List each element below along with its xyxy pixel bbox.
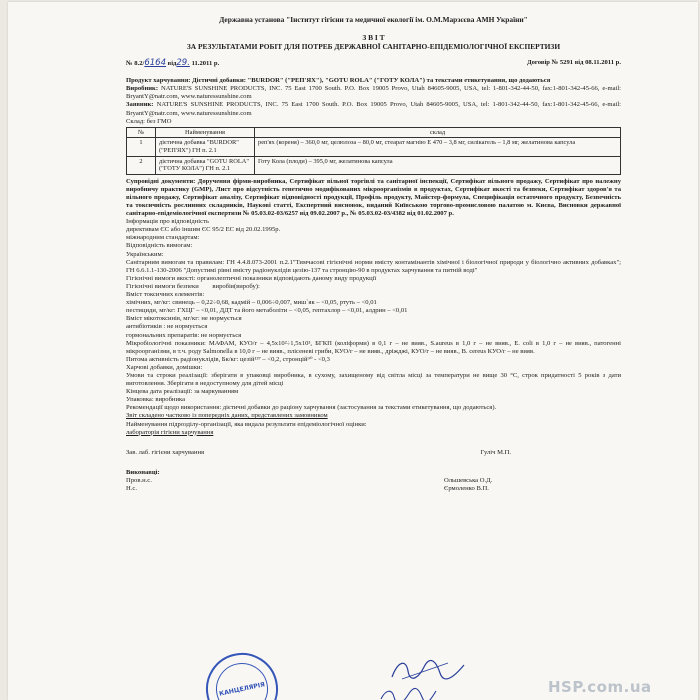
final-date: Кінцева дата реалізації: за маркуванням: [126, 388, 239, 396]
executor-row: Н.с. Єрмоленко В.П.: [126, 485, 489, 492]
info-line: директивам ЄС або іншим ЄС 95/2 ЕС від 20.02.1995р.: [126, 226, 281, 234]
office-stamp: КАНЦЕЛЯРІЯ: [199, 646, 284, 700]
institution-header: Державна установа "Інститут гігієни та медичної екології ім. О.М.Марзєєва АМН України": [219, 15, 528, 24]
info-line: Відповідність вимогам:: [126, 242, 193, 250]
executor-row: Пров.н.с. Ольшевська О.Д.: [126, 476, 493, 484]
food-additives: Харчові добавки, домішки:: [126, 363, 203, 371]
package: Упаковка: виробника: [126, 396, 186, 404]
report-number-line: [126, 59, 621, 68]
head-signature-row: [126, 449, 621, 457]
producer-section: Виробник: NATURE'S SUNSHINE PRODUCTS, INC. 75 East 1700 South. P.O. Box 19005 Provo, Utah 84605-9005, USA, tel: 1-801-342-44-50, fax:1-801-342-45-66, e-mail: BryantY@natr.com, www.naturessunshine.com: [126, 85, 621, 101]
customer-section: Заявник: NATURE'S SUNSHINE PRODUCTS, INC. 75 East 1700 South. P.O. Box 19005 Provo, Utah 84605-9005, USA, tel: 1-801-342-44-50, fax:1-801-342-45-66, e-mail: BryantY@natr.com, www.naturessunshine.com: [126, 101, 621, 117]
table-row: [127, 138, 621, 156]
toxic-line: гормональних препаратів: не нормується: [126, 331, 242, 339]
storage-conditions: Умови та строки реалізації: зберігати в упаковці виробника, в сухому, захищеному від світла місці за температури не вище 30 °С, строк придатності 5 років з дати виготовлення. Зберігати в недоступному для дітей місці: [126, 371, 621, 388]
head-role: Зав. лаб. гігієни харчування: [126, 448, 205, 456]
quality-requirements: Гігієнічні вимоги якості: органолептичні показники відповідають даному виду продукції: [126, 274, 377, 282]
table-header-row: [127, 127, 621, 138]
executors-label: Виконавці:: [126, 468, 160, 476]
microbiology: Мікробіологічні показники: МАФАМ, КУО/г – 4,5х10²÷1,5х10³, БГКП (коліформи) в 0,1 г – не вияв., S.aureus в 1,0 г – не вияв., E. coli в 1,0 г – не вияв., патогенні мікроорганізми, в т.ч. роду Salmonella в 10,0 г – не вияв., плісеневі гриби, КУО/г – не вияв., дріжджі, КУО/г – не вияв., B. cereus КУО/г – не вияв.: [126, 339, 621, 355]
head-signature: [388, 657, 468, 683]
info-line: Інформація про відповідність: [126, 218, 209, 226]
watermark: HSP.com.ua: [548, 678, 652, 696]
producer-text: NATURE'S SUNSHINE PRODUCTS, INC. 75 East 1700 South. P.O. Box 19005 Provo, Utah 84605-9005, USA, tel: 1-801-342-44-50, fax:1-801-342-45-66, e-mail: BryantY@natr.com, www.naturessunshine.com: [126, 85, 621, 101]
toxic-line: хімічних, мг/кг: свинець – 0,22÷0,68, кадмій – 0,006÷0,007, миш`як – <0,05, ртуть – <0,01: [126, 299, 377, 307]
composition-table: [126, 127, 621, 175]
toxic-line: антибіотиків : не нормується: [126, 323, 208, 331]
toxic-line: Вміст токсичних елементів:: [126, 291, 205, 299]
lab-name: лабораторія гігієни харчування: [126, 428, 214, 436]
info-line: міжнародним стандартам:: [126, 234, 200, 242]
safety-requirements: Гігієнічні вимоги безпеки виробів(виробу):: [126, 282, 260, 290]
product-text: Дієтичні добавки: "BURDOR" ("РЕП'ЯХ"), "GOTU ROLA" ("ГОТУ КОЛА") та текстами етикетування, що додаються: [192, 77, 551, 85]
report-number: № 8.2/6164 від29. 11.2011 р.: [126, 58, 220, 69]
report-part-note: Звіт складено частково із попередніх даних, представлених замовником: [126, 412, 328, 420]
table-cell: 2: [127, 156, 156, 174]
document-page: [8, 2, 698, 700]
report-title: З В І Т: [362, 33, 385, 43]
table-cell: 1: [127, 138, 156, 156]
head-name: Гуліч М.П.: [480, 448, 511, 456]
documents-text: Доручення фірми-виробника, Сертифікат вільної торгівлі та санітарної інспекції, Сертифікат вільного продажу, Сертифікат про належну виробничу практику (GMP), Лист про відсутність генетично модифікованих мікроорганізмів в продуктах, Сертифікат якості та безпеки, Сертифікат здоров'я та вільного продажу, Сертифікат аналізу, Сертифікат відповідності продукції, Профіль продукту, Майстер-формула, Специфікація остаточного продукту, Безпечність та токсичність рослинних складників, Наукові статті, Експертний висновок, виданий Київською торгово-промисловою палатою м. Києва, Висновки державної санітарно-епідеміологічної експертизи № 05.03.02-03/6257 від 09.02.2007 р., № 05.03.02-03/4382 від 01.02.2007 р.: [126, 177, 622, 218]
toxic-line: пестициди, мг/кг: ГХЦГ – <0,01, ДДТ та його метаболіти – <0,05, гептахлор – <0,01, алдрин – <0,01: [126, 307, 408, 315]
report-subtitle: ЗА РЕЗУЛЬТАТАМИ РОБІТ ДЛЯ ПОТРЕБ ДЕРЖАВНОЇ САНІТАРНО-ЕПІДЕМІОЛОГІЧНОЇ ЕКСПЕРТИЗИ: [186, 42, 561, 52]
recommendations: Рекомендації щодо використання: дієтичні добавки до раціону харчування (застосування за текстами етикетування, що додаються).: [126, 404, 497, 412]
radionuclides: Питома активність радіонуклідів, Бк/кг: цезій¹³⁷ – <0,2, стронцій⁹⁰ - <0,3: [126, 355, 330, 363]
product-section: Продукт харчування: Дієтичні добавки: "BURDOR" ("РЕП'ЯХ"), "GOTU ROLA" ("ГОТУ КОЛА") та текстами етикетування, що додаються: [126, 77, 551, 85]
table-cell: Готу Кола (плоди) – 395,0 мг, желатинова капсула: [255, 156, 621, 174]
composition-note: Склад: без ГМО: [126, 117, 172, 125]
customer-text: NATURE'S SUNSHINE PRODUCTS, INC. 75 East 1700 South. P.O. Box 19005 Provo, Utah 84605-9005, USA, tel: 1-801-342-44-50, fax:1-801-342-45-66, e-mail: BryantY@natr.com, www.naturessunshine.com: [126, 101, 621, 117]
table-cell: дієтична добавка "BURDOR" ("РЕП'ЯХ") ГН п. 2.1: [156, 138, 255, 156]
contract-number: Договір № 5291 від 08.11.2011 р.: [527, 59, 621, 67]
lab-name-label: Найменування підрозділу-організації, яка видала результати епідеміологічної оцінки:: [126, 420, 367, 428]
table-header: склад: [255, 127, 621, 138]
table-cell: дієтична добавка "GOTU ROLA" ("ГОТУ КОЛА") ГН п. 2.1: [156, 156, 255, 174]
table-header: Найменування: [156, 127, 255, 138]
executor-signature: [378, 685, 438, 700]
table-header: №: [127, 127, 156, 138]
sanitary-requirements: Санітарним вимогам та правилам: ГН 4.4.8.073-2001 п.2.1"Тимчасові гігієнічні норми вмісту контамінантів хімічної і біологічної природи у біологічно активних добавках"; ГН 6.6.1.1-130-2006 "Допустимі рівні вмісту радіонуклідів цезію-137 та стронцію-90 в продуктах харчування та питній воді": [126, 258, 621, 274]
documents-section: Супровідні документи: Доручення фірми-виробника, Сертифікат вільної торгівлі та санітарної інспекції, Сертифікат вільного продажу, Сертифікат про належну виробничу практику (GMP), Лист про відсутність генетично модифікованих мікроорганізмів в продуктах, Сертифікат якості та безпеки, Сертифікат здоров'я та вільного продажу, Сертифікат аналізу, Сертифікат відповідності продукції, Профіль продукту, Майстер-формула, Специфікація остаточного продукту, Безпечність та токсичність рослинних складників, Наукові статті, Експертний висновок, виданий Київською торгово-промисловою палатою м. Києва, Висновки державної санітарно-епідеміологічної експертизи № 05.03.02-03/6257 від 09.02.2007 р., № 05.03.02-03/4382 від 01.02.2007 р.: [126, 177, 622, 218]
toxic-line: Вміст мікотоксинів, мг/кг: не нормується: [126, 315, 242, 323]
table-row: [127, 156, 621, 174]
handwritten-number: 6164: [144, 58, 166, 69]
handwritten-day: 29.: [176, 58, 190, 69]
document-content: [126, 16, 621, 493]
table-cell: реп'ях (кореня) – 360,0 мг, целюлоза – 80,0 мг, стеарат магнію Е 470 – 3,8 мг, силікагель – 1,8 мг, желатинова капсула: [255, 138, 621, 156]
info-line: Українським:: [126, 250, 164, 258]
